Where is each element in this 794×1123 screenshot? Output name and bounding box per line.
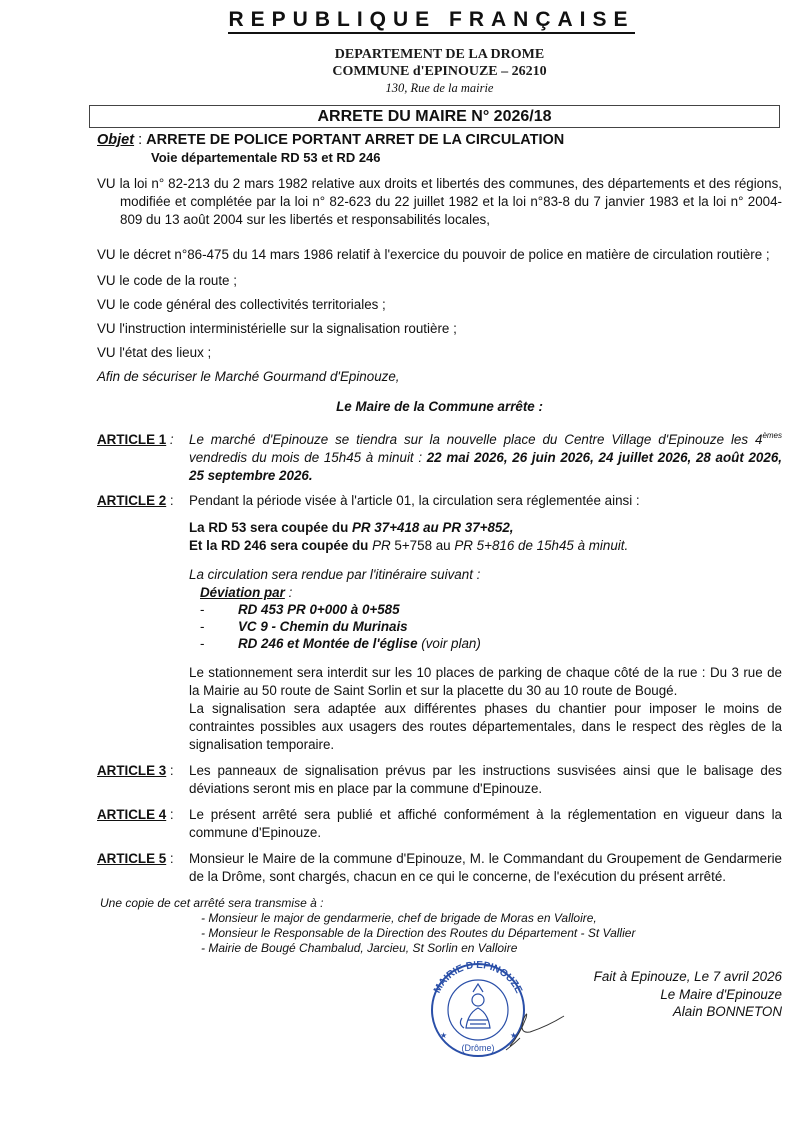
objet-separator: :: [134, 132, 147, 148]
place-date: Fait à Epinouze, Le 7 avril 2026: [593, 969, 782, 984]
article-4-label: [97, 806, 189, 824]
article-5-label: [97, 850, 189, 868]
article-3: [97, 762, 782, 798]
road1-pr: PR 37+418 au PR 37+852,: [351, 520, 514, 535]
stamp-star-icon: ★: [510, 1031, 518, 1040]
article-4: [97, 806, 782, 842]
article-1-title: ARTICLE 1: [97, 432, 167, 447]
vu-clause: VU l'instruction interministérielle sur la signalisation routière ;: [97, 321, 457, 336]
article-4-body: Le présent arrêté sera publié et affiché conformément à la réglementation en vigueur dans la commune d'Epinouze.: [189, 807, 782, 840]
address-line: 130, Rue de la mairie: [385, 81, 494, 95]
vu-clause: VU le code général des collectivités territoriales ;: [97, 297, 386, 312]
article-3-label: [97, 762, 189, 780]
signalisation-note: La signalisation sera adaptée aux différentes phases du chantier pour imposer le moins de contraintes possibles aux usagers des routes départementales, dans le respect des règles de la signalisation temporaire.: [189, 701, 782, 752]
objet-line: [97, 131, 782, 149]
road-closures: [189, 519, 782, 555]
list-dash: -: [200, 636, 205, 651]
road2-pr-from: 5+758 au: [390, 538, 455, 553]
vu-clause: VU le code de la route ;: [97, 273, 237, 288]
deviation-text: RD 246 et Montée de l'église: [238, 636, 418, 651]
article-3-title: ARTICLE 3: [97, 763, 167, 778]
stamp-inner-ring: [448, 980, 508, 1040]
list-dash: -: [200, 602, 205, 617]
road-closure-rd246: [189, 537, 782, 555]
article-5-sep: :: [166, 851, 174, 866]
republic-text: REPUBLIQUE FRANÇAISE: [228, 8, 634, 34]
article-1-sep: :: [166, 432, 174, 447]
article-4-title: ARTICLE 4: [97, 807, 167, 822]
deviation-intro: La circulation sera rendue par l'itinéraire suivant :: [189, 567, 481, 582]
deviation-item: [200, 618, 782, 635]
stamp-bottom-text: (Drôme): [461, 1043, 495, 1053]
article-1-text: Le marché d'Epinouze se tiendra sur la nouvelle place du Centre Village d'Epinouze les 4: [189, 432, 763, 447]
department-line: DEPARTEMENT DE LA DROME: [334, 47, 545, 62]
road-closure-rd53: [189, 519, 782, 537]
stamp-star-icon: ★: [440, 1031, 448, 1040]
article-2: [97, 492, 782, 510]
article-3-sep: :: [166, 763, 174, 778]
road2-text: Et la RD 246 sera coupée du: [189, 538, 373, 553]
closing-block: [97, 958, 782, 1058]
list-dash: -: [200, 619, 205, 634]
mayor-decrees-heading: Le Maire de la Commune arrête :: [336, 399, 543, 414]
article-1-body: [189, 431, 782, 485]
road2-pr-to: PR 5+816 de 15h45 à minuit.: [454, 538, 629, 553]
deviation-sep: :: [284, 585, 293, 600]
article-1-dates: 22 mai 2026, 26 juin 2026, 24 juillet 2026, 28 août 2026, 25 septembre 2026.: [189, 450, 782, 483]
article-1-text-2: vendredis du mois de 15h45 à minuit :: [189, 450, 427, 465]
objet-label: Objet: [97, 132, 135, 148]
deviation-item: [200, 601, 782, 618]
article-2-sep: :: [166, 493, 174, 508]
deviation-note: (voir plan): [417, 636, 481, 651]
copy-intro: Une copie de cet arrêté sera transmise à :: [100, 896, 324, 910]
deviation-heading: [200, 584, 782, 601]
road2-pr-label: PR: [372, 538, 391, 553]
republic-heading: [89, 8, 774, 32]
commune-line: COMMUNE d'EPINOUZE – 26210: [332, 64, 547, 79]
article-5: [97, 850, 782, 886]
deviation-label: Déviation par: [200, 585, 285, 600]
article-5-title: ARTICLE 5: [97, 851, 167, 866]
article-3-body: Les panneaux de signalisation prévus par les instructions susvisées ainsi que le balisage des déviations seront mis en place par la commune d'Epinouze.: [189, 763, 782, 796]
deviation-text: VC 9 - Chemin du Murinais: [238, 619, 408, 634]
recipient-item: - Monsieur le major de gendarmerie, chef de brigade de Moras en Valloire,: [201, 911, 597, 925]
recipient-item: - Monsieur le Responsable de la Direction des Routes du Département - St Vallier: [201, 926, 636, 940]
stamp-emblem-icon: [460, 984, 490, 1028]
article-2-body: Pendant la période visée à l'article 01, la circulation sera réglementée ainsi :: [189, 493, 640, 508]
article-5-body: Monsieur le Maire de la commune d'Epinouze, M. le Commandant du Groupement de Gendarmerie de la Drôme, sont chargés, chacun en ce qui le concerne, de l'exécution du présent arrêté.: [189, 851, 782, 884]
article-1: [97, 431, 782, 485]
objet-text: ARRETE DE POLICE PORTANT ARRET DE LA CIRCULATION: [146, 132, 565, 148]
recipient-item: - Mairie de Bougé Chambalud, Jarcieu, St Sorlin en Valloire: [201, 941, 518, 955]
article-2-label: [97, 492, 189, 510]
vu-clause: VU l'état des lieux ;: [97, 345, 212, 360]
stamp-top-text: MAIRIE D'EPINOUZE: [431, 959, 525, 996]
signatory-name: Alain BONNETON: [672, 1004, 782, 1019]
signatory-role: Le Maire d'Epinouze: [660, 986, 782, 1002]
ordinal-superscript: èmes: [762, 431, 782, 440]
signature-block: [542, 968, 782, 1021]
parking-restriction: Le stationnement sera interdit sur les 10 places de parking de chaque côté de la rue : Du 3 rue de la Mairie au 50 route de Saint Sorlin et sur la placette du 30 au 10 route de Bougé.: [189, 665, 782, 698]
road1-text: La RD 53 sera coupée du: [189, 520, 352, 535]
vu-clause: VU la loi n° 82-213 du 2 mars 1982 relative aux droits et libertés des communes, des départements et des régions, modifiée et complétée par la loi n° 82-623 du 22 juillet 1982 et la loi n°83-8 du 7 janvier 1983 et la loi n° 2004-809 du 13 août 2004 sur les libertés et responsabilités locales,: [97, 176, 782, 227]
document-title: ARRETE DU MAIRE N° 2026/18: [89, 105, 780, 128]
deviation-list: [200, 601, 782, 652]
deviation-text: RD 453 PR 0+000 à 0+585: [238, 602, 400, 617]
article-1-label: [97, 431, 189, 449]
deviation-item: [200, 635, 782, 652]
article-4-sep: :: [166, 807, 174, 822]
vu-clause: VU le décret n°86-475 du 14 mars 1986 relatif à l'exercice du pouvoir de police en matière de circulation routière ;: [97, 247, 770, 262]
purpose-line: Afin de sécuriser le Marché Gourmand d'Epinouze,: [97, 369, 400, 384]
objet-subtext: Voie départementale RD 53 et RD 246: [151, 150, 381, 165]
article-2-title: ARTICLE 2: [97, 493, 167, 508]
copy-recipients: [201, 911, 782, 956]
